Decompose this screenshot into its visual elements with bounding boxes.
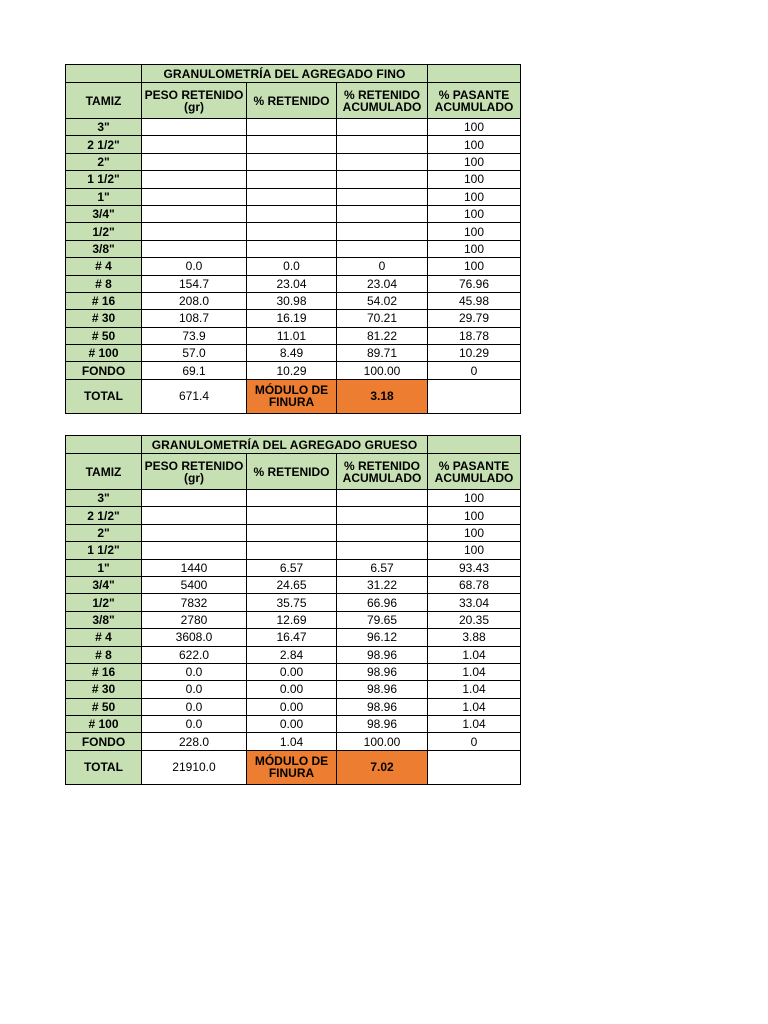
retenido-cell: 16.19 <box>247 310 337 327</box>
peso-retenido-cell: 154.7 <box>142 275 247 292</box>
corner-cell <box>66 65 142 83</box>
retenido-cell: 10.29 <box>247 362 337 379</box>
retenido-cell <box>247 542 337 559</box>
retenido-cell <box>247 136 337 153</box>
retenido-cell: 6.57 <box>247 559 337 576</box>
tamiz-cell: # 100 <box>66 345 142 362</box>
table-row <box>66 524 521 541</box>
table-row <box>66 594 521 611</box>
pasante-acumulado-cell: 76.96 <box>428 275 521 292</box>
retenido-acumulado-cell: 66.96 <box>337 594 428 611</box>
header-retenido: % RETENIDO <box>247 454 337 490</box>
peso-retenido-cell <box>142 205 247 222</box>
empty-cell <box>428 379 521 413</box>
retenido-cell: 8.49 <box>247 345 337 362</box>
retenido-acumulado-cell <box>337 490 428 507</box>
peso-retenido-cell: 0.0 <box>142 716 247 733</box>
table-row <box>66 611 521 628</box>
table-row <box>66 223 521 240</box>
modulo-finura-label: MÓDULO DE FINURA <box>247 750 337 784</box>
retenido-acumulado-cell: 89.71 <box>337 345 428 362</box>
tamiz-cell: 3/8" <box>66 611 142 628</box>
peso-retenido-cell: 57.0 <box>142 345 247 362</box>
corner-cell <box>428 436 521 454</box>
retenido-cell: 0.00 <box>247 681 337 698</box>
total-label: TOTAL <box>66 379 142 413</box>
retenido-cell <box>247 223 337 240</box>
header-tamiz: TAMIZ <box>66 83 142 119</box>
table-body <box>66 119 521 380</box>
retenido-cell: 0.00 <box>247 716 337 733</box>
modulo-finura-value: 7.02 <box>337 750 428 784</box>
peso-retenido-cell <box>142 490 247 507</box>
pasante-acumulado-cell: 0 <box>428 362 521 379</box>
retenido-acumulado-cell <box>337 153 428 170</box>
header-tamiz: TAMIZ <box>66 454 142 490</box>
table-row <box>66 733 521 750</box>
pasante-acumulado-cell: 100 <box>428 507 521 524</box>
retenido-acumulado-cell: 96.12 <box>337 629 428 646</box>
tamiz-cell: 3/4" <box>66 576 142 593</box>
peso-retenido-cell: 2780 <box>142 611 247 628</box>
table-row <box>66 171 521 188</box>
pasante-acumulado-cell: 18.78 <box>428 327 521 344</box>
table-body <box>66 490 521 751</box>
tamiz-cell: # 4 <box>66 629 142 646</box>
retenido-acumulado-cell: 98.96 <box>337 681 428 698</box>
retenido-acumulado-cell: 31.22 <box>337 576 428 593</box>
corner-cell <box>66 436 142 454</box>
retenido-acumulado-cell <box>337 136 428 153</box>
tamiz-cell: 1 1/2" <box>66 542 142 559</box>
header-retenido-acumulado: % RETENIDO ACUMULADO <box>337 454 428 490</box>
pasante-acumulado-cell: 0 <box>428 733 521 750</box>
retenido-cell: 35.75 <box>247 594 337 611</box>
tabla-agregado-fino <box>65 64 520 414</box>
tamiz-cell: # 100 <box>66 716 142 733</box>
retenido-cell: 2.84 <box>247 646 337 663</box>
table-row <box>66 292 521 309</box>
table-title: GRANULOMETRÍA DEL AGREGADO FINO <box>142 65 428 83</box>
retenido-cell <box>247 490 337 507</box>
retenido-cell <box>247 205 337 222</box>
retenido-acumulado-cell <box>337 542 428 559</box>
peso-retenido-cell <box>142 240 247 257</box>
table-row <box>66 327 521 344</box>
table-row <box>66 188 521 205</box>
tamiz-cell: # 16 <box>66 292 142 309</box>
pasante-acumulado-cell: 33.04 <box>428 594 521 611</box>
pasante-acumulado-cell: 1.04 <box>428 716 521 733</box>
retenido-acumulado-cell: 98.96 <box>337 663 428 680</box>
tamiz-cell: # 4 <box>66 258 142 275</box>
tamiz-cell: 2 1/2" <box>66 136 142 153</box>
peso-retenido-cell: 5400 <box>142 576 247 593</box>
tamiz-cell: 2 1/2" <box>66 507 142 524</box>
retenido-cell: 30.98 <box>247 292 337 309</box>
peso-retenido-cell <box>142 119 247 136</box>
retenido-cell: 16.47 <box>247 629 337 646</box>
granulometria-table <box>65 64 521 414</box>
table-row <box>66 716 521 733</box>
peso-retenido-cell: 1440 <box>142 559 247 576</box>
table-row <box>66 559 521 576</box>
pasante-acumulado-cell: 100 <box>428 223 521 240</box>
peso-retenido-cell: 7832 <box>142 594 247 611</box>
peso-retenido-cell <box>142 542 247 559</box>
retenido-acumulado-cell: 98.96 <box>337 716 428 733</box>
retenido-cell <box>247 119 337 136</box>
tamiz-cell: 3/4" <box>66 205 142 222</box>
retenido-acumulado-cell: 6.57 <box>337 559 428 576</box>
peso-retenido-cell: 73.9 <box>142 327 247 344</box>
header-retenido-acumulado: % RETENIDO ACUMULADO <box>337 83 428 119</box>
retenido-cell: 0.00 <box>247 663 337 680</box>
total-peso: 671.4 <box>142 379 247 413</box>
pasante-acumulado-cell: 10.29 <box>428 345 521 362</box>
tamiz-cell: # 30 <box>66 310 142 327</box>
table-row <box>66 275 521 292</box>
retenido-acumulado-cell: 70.21 <box>337 310 428 327</box>
retenido-acumulado-cell <box>337 240 428 257</box>
tabla-agregado-grueso <box>65 435 520 785</box>
tamiz-cell: # 50 <box>66 327 142 344</box>
pasante-acumulado-cell: 1.04 <box>428 646 521 663</box>
retenido-acumulado-cell: 0 <box>337 258 428 275</box>
pasante-acumulado-cell: 93.43 <box>428 559 521 576</box>
peso-retenido-cell <box>142 524 247 541</box>
pasante-acumulado-cell: 100 <box>428 119 521 136</box>
tamiz-cell: # 16 <box>66 663 142 680</box>
pasante-acumulado-cell: 100 <box>428 490 521 507</box>
pasante-acumulado-cell: 20.35 <box>428 611 521 628</box>
pasante-acumulado-cell: 100 <box>428 205 521 222</box>
table-row <box>66 205 521 222</box>
retenido-cell: 0.0 <box>247 258 337 275</box>
retenido-cell <box>247 171 337 188</box>
tamiz-cell: # 50 <box>66 698 142 715</box>
retenido-acumulado-cell <box>337 507 428 524</box>
peso-retenido-cell <box>142 153 247 170</box>
peso-retenido-cell <box>142 136 247 153</box>
retenido-cell: 24.65 <box>247 576 337 593</box>
retenido-cell <box>247 188 337 205</box>
tamiz-cell: # 30 <box>66 681 142 698</box>
table-row <box>66 258 521 275</box>
tamiz-cell: 3" <box>66 490 142 507</box>
table-row <box>66 698 521 715</box>
retenido-acumulado-cell <box>337 188 428 205</box>
pasante-acumulado-cell: 1.04 <box>428 681 521 698</box>
pasante-acumulado-cell: 100 <box>428 258 521 275</box>
table-row <box>66 681 521 698</box>
retenido-acumulado-cell: 100.00 <box>337 733 428 750</box>
table-row <box>66 663 521 680</box>
tamiz-cell: 2" <box>66 153 142 170</box>
retenido-acumulado-cell <box>337 524 428 541</box>
tamiz-cell: 1/2" <box>66 223 142 240</box>
table-row <box>66 629 521 646</box>
retenido-acumulado-cell: 98.96 <box>337 646 428 663</box>
retenido-cell <box>247 524 337 541</box>
peso-retenido-cell <box>142 188 247 205</box>
total-label: TOTAL <box>66 750 142 784</box>
table-row <box>66 490 521 507</box>
empty-cell <box>428 750 521 784</box>
pasante-acumulado-cell: 29.79 <box>428 310 521 327</box>
tamiz-cell: 1 1/2" <box>66 171 142 188</box>
pasante-acumulado-cell: 100 <box>428 136 521 153</box>
tamiz-cell: 1" <box>66 188 142 205</box>
pasante-acumulado-cell: 1.04 <box>428 663 521 680</box>
table-row <box>66 362 521 379</box>
retenido-acumulado-cell <box>337 119 428 136</box>
table-row <box>66 646 521 663</box>
tamiz-cell: 3/8" <box>66 240 142 257</box>
retenido-cell <box>247 240 337 257</box>
tamiz-cell: 1" <box>66 559 142 576</box>
peso-retenido-cell <box>142 507 247 524</box>
header-peso-retenido: PESO RETENIDO (gr) <box>142 83 247 119</box>
pasante-acumulado-cell: 100 <box>428 542 521 559</box>
peso-retenido-cell: 3608.0 <box>142 629 247 646</box>
peso-retenido-cell: 0.0 <box>142 258 247 275</box>
tamiz-cell: # 8 <box>66 275 142 292</box>
total-peso: 21910.0 <box>142 750 247 784</box>
retenido-cell: 11.01 <box>247 327 337 344</box>
modulo-finura-label: MÓDULO DE FINURA <box>247 379 337 413</box>
retenido-cell: 0.00 <box>247 698 337 715</box>
peso-retenido-cell: 0.0 <box>142 681 247 698</box>
table-row <box>66 119 521 136</box>
peso-retenido-cell <box>142 171 247 188</box>
table-row <box>66 310 521 327</box>
retenido-acumulado-cell: 100.00 <box>337 362 428 379</box>
tamiz-cell: 2" <box>66 524 142 541</box>
tamiz-cell: FONDO <box>66 733 142 750</box>
pasante-acumulado-cell: 1.04 <box>428 698 521 715</box>
header-peso-retenido: PESO RETENIDO (gr) <box>142 454 247 490</box>
peso-retenido-cell: 69.1 <box>142 362 247 379</box>
modulo-finura-value: 3.18 <box>337 379 428 413</box>
pasante-acumulado-cell: 100 <box>428 171 521 188</box>
retenido-acumulado-cell: 23.04 <box>337 275 428 292</box>
peso-retenido-cell: 622.0 <box>142 646 247 663</box>
retenido-acumulado-cell: 54.02 <box>337 292 428 309</box>
retenido-acumulado-cell: 81.22 <box>337 327 428 344</box>
pasante-acumulado-cell: 100 <box>428 240 521 257</box>
retenido-acumulado-cell <box>337 171 428 188</box>
tamiz-cell: # 8 <box>66 646 142 663</box>
table-row <box>66 240 521 257</box>
retenido-cell <box>247 507 337 524</box>
pasante-acumulado-cell: 100 <box>428 524 521 541</box>
pasante-acumulado-cell: 3.88 <box>428 629 521 646</box>
table-row <box>66 345 521 362</box>
pasante-acumulado-cell: 100 <box>428 188 521 205</box>
tamiz-cell: 3" <box>66 119 142 136</box>
peso-retenido-cell <box>142 223 247 240</box>
peso-retenido-cell: 208.0 <box>142 292 247 309</box>
retenido-cell <box>247 153 337 170</box>
peso-retenido-cell: 0.0 <box>142 663 247 680</box>
tamiz-cell: FONDO <box>66 362 142 379</box>
retenido-acumulado-cell: 98.96 <box>337 698 428 715</box>
retenido-cell: 1.04 <box>247 733 337 750</box>
table-row <box>66 507 521 524</box>
retenido-acumulado-cell <box>337 205 428 222</box>
table-row <box>66 153 521 170</box>
corner-cell <box>428 65 521 83</box>
retenido-cell: 23.04 <box>247 275 337 292</box>
retenido-cell: 12.69 <box>247 611 337 628</box>
tamiz-cell: 1/2" <box>66 594 142 611</box>
peso-retenido-cell: 0.0 <box>142 698 247 715</box>
retenido-acumulado-cell <box>337 223 428 240</box>
granulometria-table <box>65 435 521 785</box>
table-row <box>66 576 521 593</box>
table-row <box>66 542 521 559</box>
table-row <box>66 136 521 153</box>
peso-retenido-cell: 108.7 <box>142 310 247 327</box>
pasante-acumulado-cell: 68.78 <box>428 576 521 593</box>
header-retenido: % RETENIDO <box>247 83 337 119</box>
peso-retenido-cell: 228.0 <box>142 733 247 750</box>
retenido-acumulado-cell: 79.65 <box>337 611 428 628</box>
pasante-acumulado-cell: 45.98 <box>428 292 521 309</box>
table-title: GRANULOMETRÍA DEL AGREGADO GRUESO <box>142 436 428 454</box>
header-pasante-acumulado: % PASANTE ACUMULADO <box>428 454 521 490</box>
header-pasante-acumulado: % PASANTE ACUMULADO <box>428 83 521 119</box>
pasante-acumulado-cell: 100 <box>428 153 521 170</box>
